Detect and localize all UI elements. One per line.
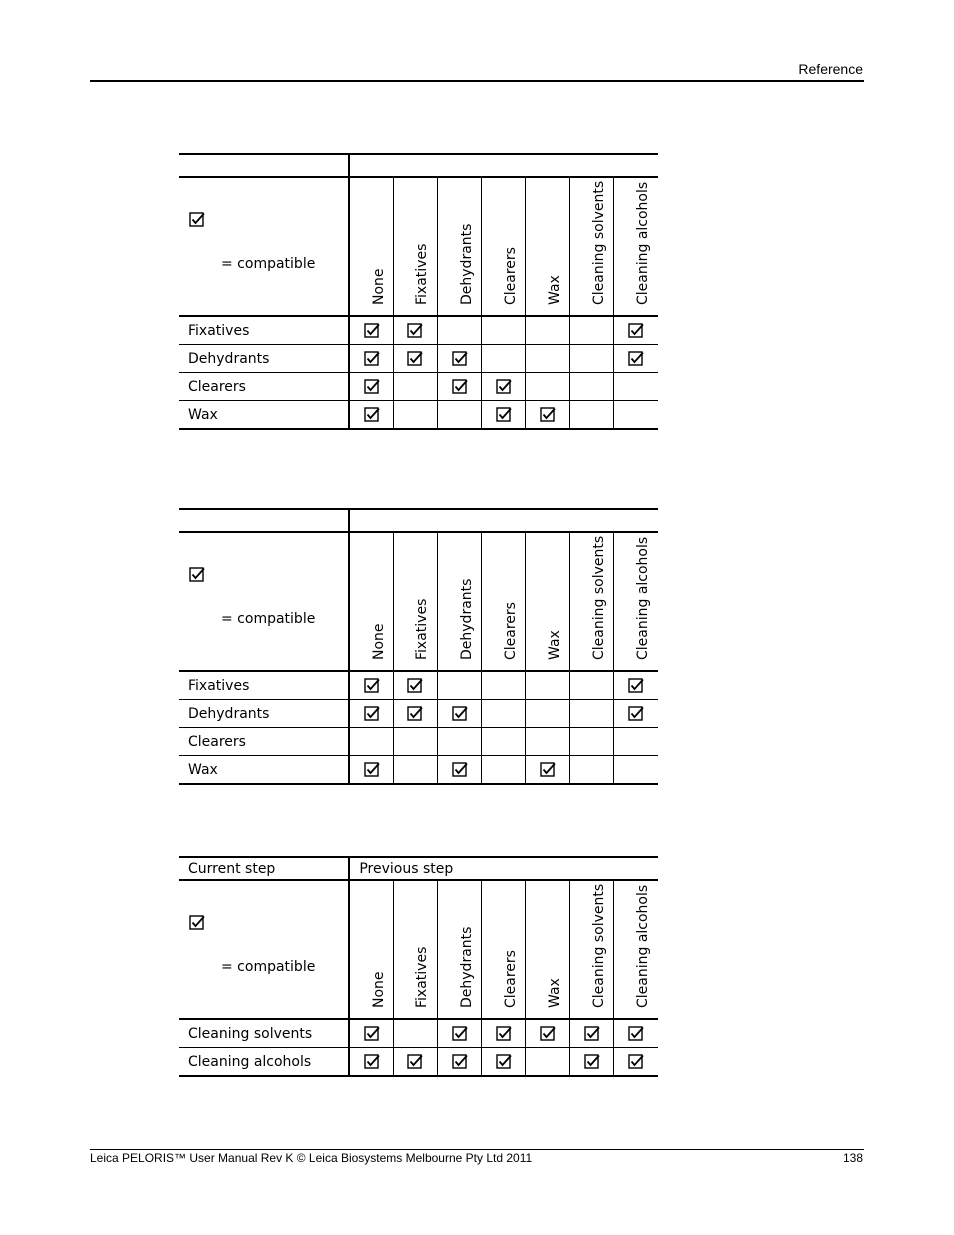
column-header-row — [179, 532, 658, 671]
current-step-label — [179, 154, 349, 177]
checkbox-checked-icon — [452, 706, 468, 722]
compat-cell — [570, 345, 614, 373]
checkbox-checked-icon — [452, 1026, 468, 1042]
checkbox-checked-icon — [496, 379, 512, 395]
column-header — [482, 880, 526, 1019]
checkbox-checked-icon — [628, 678, 644, 694]
column-header — [437, 177, 481, 316]
compat-cell — [393, 756, 437, 785]
column-header-label: Dehydrants — [458, 926, 475, 1008]
checkbox-checked-icon — [407, 678, 423, 694]
compat-cell — [614, 373, 658, 401]
page-header-section: Reference — [798, 61, 863, 77]
checkbox-checked-icon — [628, 1026, 644, 1042]
compat-cell — [349, 316, 393, 345]
footer-rule — [90, 1149, 864, 1150]
checkbox-checked-icon — [452, 1054, 468, 1070]
row-label: Cleaning alcohols — [179, 1048, 349, 1077]
row-label: Wax — [179, 401, 349, 430]
compatibility-table — [179, 153, 658, 430]
compat-cell — [438, 1048, 482, 1077]
column-header — [570, 532, 614, 671]
checkbox-checked-icon — [540, 1026, 556, 1042]
compat-cell — [526, 1019, 570, 1048]
checkbox-checked-icon — [496, 407, 512, 423]
checkbox-checked-icon — [364, 323, 380, 339]
step-label-row — [179, 857, 658, 880]
checkbox-checked-icon — [364, 706, 380, 722]
compat-cell — [437, 345, 481, 373]
column-header — [393, 532, 437, 671]
checkbox-checked-icon — [364, 1026, 380, 1042]
table-row — [179, 401, 658, 430]
column-header-label: Wax — [546, 275, 563, 305]
row-label: Fixatives — [179, 671, 349, 700]
compat-cell — [437, 756, 481, 785]
column-header-label: Cleaning solvents — [590, 883, 607, 1008]
checkbox-checked-icon — [189, 567, 205, 583]
compat-cell — [526, 316, 570, 345]
compat-cell — [437, 728, 481, 756]
row-label: Wax — [179, 756, 349, 785]
compat-cell — [570, 316, 614, 345]
compat-cell — [614, 316, 658, 345]
checkbox-checked-icon — [452, 351, 468, 367]
compatibility-table — [179, 856, 658, 1077]
row-label: Dehydrants — [179, 345, 349, 373]
step-label-row — [179, 509, 658, 532]
compat-cell — [570, 373, 614, 401]
legend-checkbox-icon — [189, 915, 205, 931]
column-header — [570, 177, 614, 316]
legend-text: = compatible — [221, 256, 316, 272]
header-rule — [90, 80, 864, 82]
compat-cell — [393, 700, 437, 728]
compat-cell — [526, 401, 570, 430]
column-header — [349, 532, 393, 671]
column-header-label: Clearers — [502, 602, 519, 660]
column-header — [526, 532, 570, 671]
checkbox-checked-icon — [364, 762, 380, 778]
compat-cell — [349, 401, 393, 430]
compat-cell — [393, 1019, 437, 1048]
column-header — [570, 880, 614, 1019]
compat-cell — [482, 316, 526, 345]
table-row — [179, 345, 658, 373]
column-header — [614, 177, 658, 316]
compat-cell — [526, 373, 570, 401]
checkbox-checked-icon — [364, 678, 380, 694]
compat-cell — [526, 345, 570, 373]
column-header-label: Fixatives — [414, 243, 431, 305]
step-label-row — [179, 154, 658, 177]
row-label: Clearers — [179, 373, 349, 401]
column-header-label: Clearers — [502, 950, 519, 1008]
compat-cell — [349, 728, 393, 756]
column-header — [526, 880, 570, 1019]
checkbox-checked-icon — [407, 706, 423, 722]
table-row — [179, 316, 658, 345]
checkbox-checked-icon — [628, 323, 644, 339]
checkbox-checked-icon — [407, 323, 423, 339]
checkbox-checked-icon — [364, 1054, 380, 1070]
compat-cell — [482, 345, 526, 373]
compat-cell — [393, 671, 437, 700]
compat-cell — [482, 373, 526, 401]
checkbox-checked-icon — [452, 379, 468, 395]
column-header-label: Cleaning alcohols — [635, 181, 652, 305]
checkbox-checked-icon — [189, 212, 205, 228]
legend-checkbox-icon — [189, 567, 205, 583]
legend-checkbox-icon — [189, 212, 205, 228]
compat-cell — [570, 671, 614, 700]
row-label: Clearers — [179, 728, 349, 756]
legend-text: = compatible — [221, 959, 316, 975]
compat-cell — [482, 700, 526, 728]
compat-cell — [482, 1048, 526, 1077]
compat-cell — [482, 401, 526, 430]
compat-cell — [482, 728, 526, 756]
legend-cell — [179, 177, 349, 316]
compat-cell — [614, 671, 658, 700]
compat-cell — [570, 700, 614, 728]
table-row — [179, 756, 658, 785]
table-row — [179, 1019, 658, 1048]
compat-cell — [349, 671, 393, 700]
compat-cell — [482, 671, 526, 700]
compat-cell — [614, 728, 658, 756]
compat-cell — [526, 671, 570, 700]
column-header — [614, 532, 658, 671]
footer-manual-credit: Leica PELORIS™ User Manual Rev K © Leica Biosystems Melbourne Pty Ltd 2011 — [90, 1151, 533, 1165]
checkbox-checked-icon — [407, 351, 423, 367]
compat-cell — [437, 401, 481, 430]
compat-cell — [437, 373, 481, 401]
compat-cell — [526, 728, 570, 756]
column-header-label: Cleaning solvents — [590, 535, 607, 660]
compat-cell — [614, 1048, 658, 1077]
row-label: Dehydrants — [179, 700, 349, 728]
previous-step-label — [349, 509, 658, 532]
column-header-label: Fixatives — [414, 946, 431, 1008]
compat-cell — [393, 316, 437, 345]
column-header — [482, 177, 526, 316]
column-header-label: Cleaning alcohols — [635, 884, 652, 1008]
column-header-label: None — [370, 268, 387, 305]
column-header-label: Cleaning alcohols — [635, 536, 652, 660]
column-header-row — [179, 177, 658, 316]
compat-cell — [349, 756, 393, 785]
row-label: Fixatives — [179, 316, 349, 345]
column-header-row — [179, 880, 658, 1019]
checkbox-checked-icon — [407, 1054, 423, 1070]
checkbox-checked-icon — [496, 1026, 512, 1042]
column-header — [526, 177, 570, 316]
compat-cell — [349, 1048, 393, 1077]
checkbox-checked-icon — [584, 1054, 600, 1070]
current-step-label: Current step — [179, 857, 349, 880]
compat-cell — [614, 700, 658, 728]
compat-cell — [526, 700, 570, 728]
previous-step-label: Previous step — [349, 857, 658, 880]
compat-cell — [614, 756, 658, 785]
checkbox-checked-icon — [540, 407, 556, 423]
column-header-label: Fixatives — [414, 598, 431, 660]
compat-cell — [482, 1019, 526, 1048]
compat-cell — [349, 345, 393, 373]
compat-cell — [393, 345, 437, 373]
table-row — [179, 700, 658, 728]
column-header-label: Cleaning solvents — [590, 180, 607, 305]
legend-text: = compatible — [221, 611, 316, 627]
compat-cell — [614, 401, 658, 430]
compat-cell — [570, 1019, 614, 1048]
compat-cell — [570, 401, 614, 430]
checkbox-checked-icon — [540, 762, 556, 778]
column-header-label: None — [370, 623, 387, 660]
column-header — [482, 532, 526, 671]
compat-cell — [393, 401, 437, 430]
checkbox-checked-icon — [628, 1054, 644, 1070]
column-header-label: Wax — [546, 630, 563, 660]
legend-cell — [179, 532, 349, 671]
compat-cell — [526, 756, 570, 785]
row-label: Cleaning solvents — [179, 1019, 349, 1048]
compatibility-table — [179, 508, 658, 785]
compat-cell — [349, 1019, 393, 1048]
compat-cell — [614, 1019, 658, 1048]
checkbox-checked-icon — [496, 1054, 512, 1070]
checkbox-checked-icon — [364, 407, 380, 423]
page-number: 138 — [842, 1151, 863, 1165]
column-header-label: Clearers — [502, 247, 519, 305]
table-row — [179, 373, 658, 401]
table-row — [179, 1048, 658, 1077]
compat-cell — [570, 728, 614, 756]
compat-cell — [349, 700, 393, 728]
compat-cell — [438, 1019, 482, 1048]
compat-cell — [437, 700, 481, 728]
checkbox-checked-icon — [364, 351, 380, 367]
column-header-label: Dehydrants — [458, 223, 475, 305]
current-step-label — [179, 509, 349, 532]
compat-cell — [570, 756, 614, 785]
checkbox-checked-icon — [364, 379, 380, 395]
compat-cell — [614, 345, 658, 373]
table-row — [179, 728, 658, 756]
previous-step-label — [349, 154, 658, 177]
compat-cell — [437, 671, 481, 700]
column-header — [393, 177, 437, 316]
checkbox-checked-icon — [584, 1026, 600, 1042]
column-header-label: Dehydrants — [458, 578, 475, 660]
compat-cell — [570, 1048, 614, 1077]
column-header — [349, 880, 393, 1019]
column-header — [438, 880, 482, 1019]
checkbox-checked-icon — [189, 915, 205, 931]
compat-cell — [526, 1048, 570, 1077]
table-row — [179, 671, 658, 700]
column-header — [437, 532, 481, 671]
checkbox-checked-icon — [628, 706, 644, 722]
compat-cell — [437, 316, 481, 345]
checkbox-checked-icon — [628, 351, 644, 367]
column-header — [614, 880, 658, 1019]
compat-cell — [482, 756, 526, 785]
column-header — [393, 880, 437, 1019]
column-header — [349, 177, 393, 316]
checkbox-checked-icon — [452, 762, 468, 778]
compat-cell — [393, 1048, 437, 1077]
column-header-label: Wax — [546, 978, 563, 1008]
compat-cell — [393, 728, 437, 756]
compat-cell — [349, 373, 393, 401]
column-header-label: None — [370, 971, 387, 1008]
legend-cell — [179, 880, 349, 1019]
compat-cell — [393, 373, 437, 401]
